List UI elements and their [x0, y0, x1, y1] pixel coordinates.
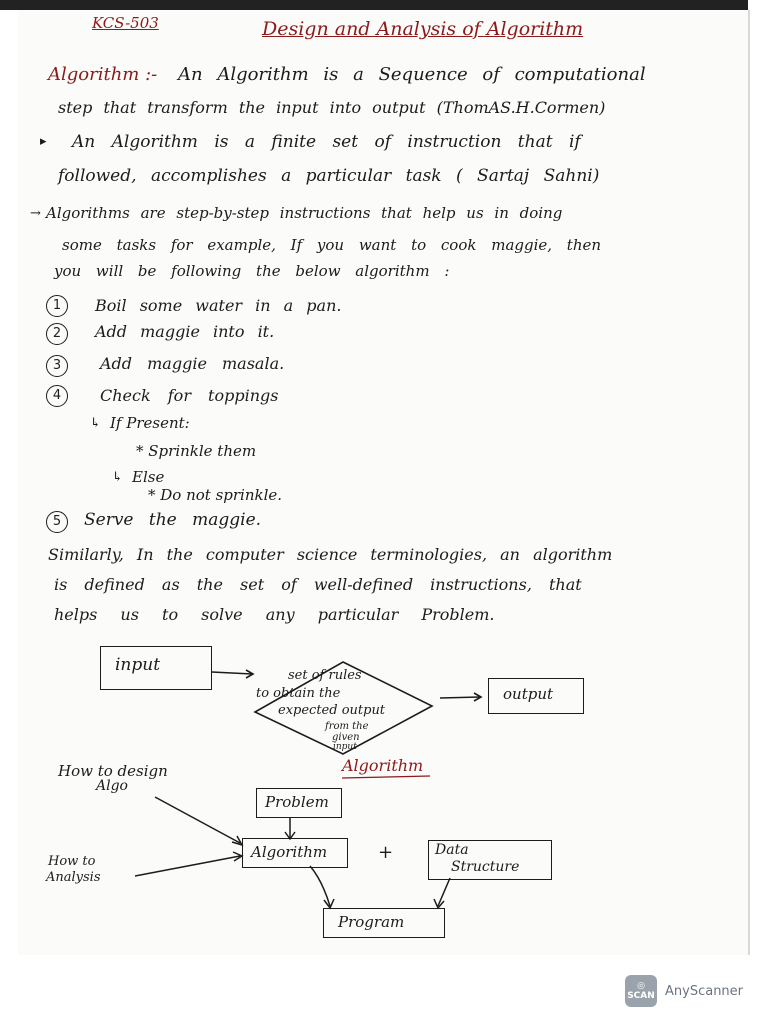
rules-line-6: input — [333, 742, 357, 752]
program-label: Program — [338, 913, 405, 931]
sub-arrow-icon: ↳ — [112, 470, 123, 485]
sub-arrow-icon: ↳ — [90, 416, 101, 431]
page-title: Design and Analysis of Algorithm — [262, 18, 584, 40]
definition3-line-2: some tasks for example, If you want to cook maggie, then — [62, 236, 602, 254]
step-number: 4 — [46, 385, 68, 407]
scanner-app-icon — [625, 975, 657, 1007]
paragraph-line-3: helps us to solve any particular Problem. — [54, 605, 495, 624]
substep-sprinkle: * Sprinkle them — [136, 442, 257, 460]
step-text: Add maggie into it. — [95, 322, 275, 341]
scanner-app-name: AnyScanner — [665, 983, 744, 999]
substep-not-sprinkle: * Do not sprinkle. — [148, 486, 283, 504]
output-label: output — [503, 685, 554, 703]
definition3-line-1: Algorithms are step-by-step instructions that help us in doing — [46, 204, 563, 222]
input-label: input — [115, 655, 161, 675]
program-box — [323, 908, 445, 938]
top-border — [0, 0, 748, 10]
step-text: Check for toppings — [100, 386, 279, 405]
definition2-line-2: followed, accomplishes a particular task ( Sartaj Sahni) — [58, 166, 600, 186]
step-number: 1 — [46, 295, 68, 317]
how-to-design-line-1: How to design — [58, 762, 168, 780]
step-text: Boil some water in a pan. — [95, 296, 342, 315]
problem-box — [256, 788, 342, 818]
algorithm-box — [242, 838, 348, 868]
scanner-icon-label: SCAN — [627, 991, 655, 1001]
definition3-line-3: you will be following the below algorithm : — [54, 262, 450, 280]
step-number: 2 — [46, 323, 68, 345]
algorithm-label: Algorithm — [251, 843, 328, 861]
substep-if: If Present: — [110, 414, 190, 432]
flow-caption: Algorithm — [342, 756, 424, 775]
rules-line-2: to obtain the — [256, 686, 341, 701]
substep-else: Else — [132, 468, 165, 486]
plus-sign: + — [378, 842, 394, 863]
definition-term: Algorithm :- — [48, 64, 158, 85]
data-structure-box — [428, 840, 552, 880]
rules-line-1: set of rules — [288, 668, 362, 683]
rules-line-3: expected output — [278, 703, 386, 718]
course-code: KCS-503 — [92, 14, 159, 32]
data-structure-line-1: Data — [435, 842, 469, 858]
how-to-design-line-2: Algo — [96, 778, 128, 794]
step-text: Serve the maggie. — [84, 510, 262, 530]
data-structure-line-2: Structure — [451, 859, 520, 875]
definition-line-2: step that transform the input into output (ThomAS.H.Cormen) — [58, 98, 606, 117]
step-text: Add maggie masala. — [100, 354, 285, 373]
problem-label: Problem — [265, 793, 329, 811]
step-number: 3 — [46, 355, 68, 377]
how-to-analysis-line-2: Analysis — [46, 870, 101, 885]
scanner-icon-symbol: ◎ — [637, 981, 645, 991]
definition-line-1: An Algorithm is a Sequence of computational — [178, 64, 646, 85]
scanner-watermark — [625, 975, 743, 1007]
rules-line-4: from the — [325, 721, 369, 732]
step-number: 5 — [46, 511, 68, 533]
bullet-arrow-2: → — [30, 206, 41, 221]
how-to-analysis-line-1: How to — [48, 854, 96, 869]
paragraph-line-2: is defined as the set of well-defined instructions, that — [54, 575, 582, 594]
paragraph-line-1: Similarly, In the computer science terminologies, an algorithm — [48, 545, 613, 564]
input-box — [100, 646, 212, 690]
bullet-arrow-1: ▸ — [40, 134, 47, 149]
rules-line-5: given — [332, 732, 360, 743]
output-box — [488, 678, 584, 714]
definition2-line-1: An Algorithm is a finite set of instruction that if — [72, 132, 581, 152]
